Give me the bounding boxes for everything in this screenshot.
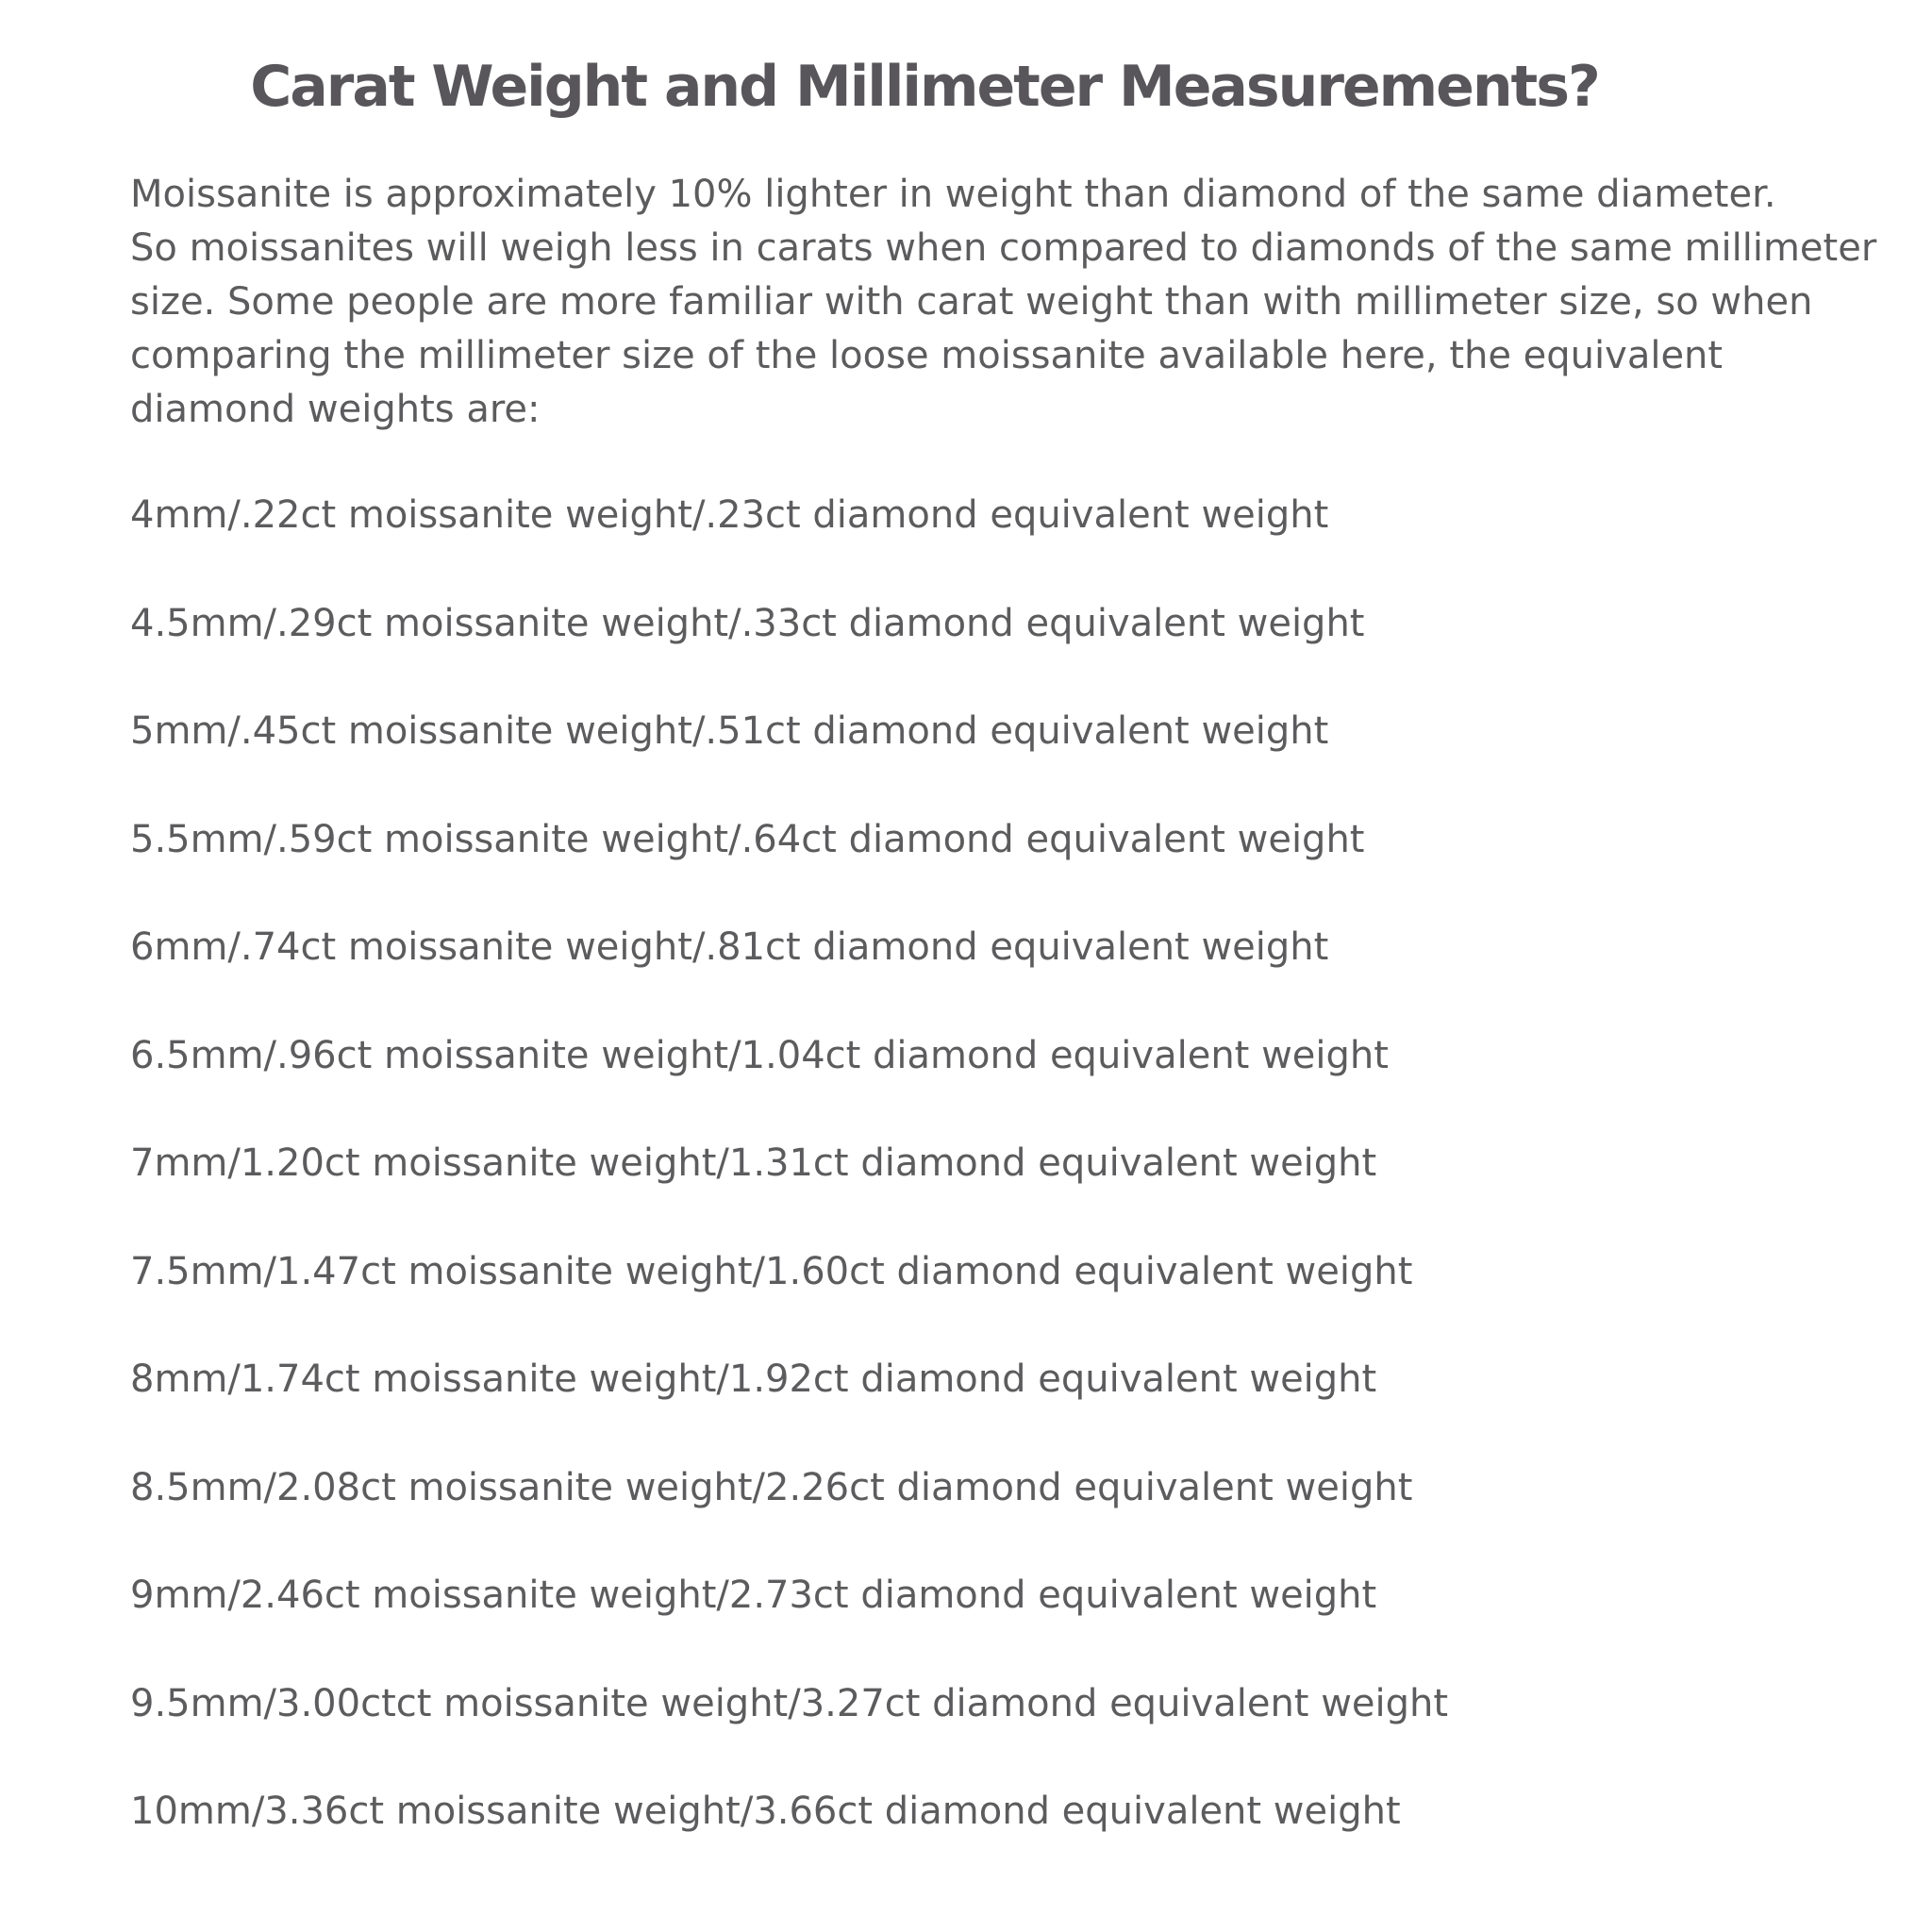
size-weight-item: 7mm/1.20ct moissanite weight/1.31ct diamond equivalent weight bbox=[130, 1141, 1377, 1185]
size-weight-item: 4.5mm/.29ct moissanite weight/.33ct diamond equivalent weight bbox=[130, 601, 1365, 645]
size-weight-item: 9mm/2.46ct moissanite weight/2.73ct diamond equivalent weight bbox=[130, 1574, 1377, 1617]
size-weight-item: 7.5mm/1.47ct moissanite weight/1.60ct diamond equivalent weight bbox=[130, 1249, 1413, 1293]
intro-line: size. Some people are more familiar with carat weight than with millimeter size, so when bbox=[130, 280, 1813, 324]
size-weight-item: 4mm/.22ct moissanite weight/.23ct diamond equivalent weight bbox=[130, 493, 1329, 537]
size-weight-item: 6mm/.74ct moissanite weight/.81ct diamond equivalent weight bbox=[130, 925, 1329, 969]
page-title: Carat Weight and Millimeter Measurements? bbox=[250, 54, 1599, 120]
intro-line: comparing the millimeter size of the loose moissanite available here, the equivalent bbox=[130, 334, 1724, 377]
size-weight-item: 6.5mm/.96ct moissanite weight/1.04ct diamond equivalent weight bbox=[130, 1033, 1389, 1077]
intro-line: diamond weights are: bbox=[130, 388, 541, 431]
size-weight-item: 8.5mm/2.08ct moissanite weight/2.26ct diamond equivalent weight bbox=[130, 1465, 1413, 1509]
size-weight-item: 9.5mm/3.00ctct moissanite weight/3.27ct diamond equivalent weight bbox=[130, 1681, 1449, 1725]
size-weight-item: 5.5mm/.59ct moissanite weight/.64ct diamond equivalent weight bbox=[130, 817, 1365, 861]
intro-paragraph bbox=[130, 168, 1877, 437]
size-weight-item: 8mm/1.74ct moissanite weight/1.92ct diamond equivalent weight bbox=[130, 1357, 1377, 1401]
size-weight-item: 5mm/.45ct moissanite weight/.51ct diamond equivalent weight bbox=[130, 709, 1329, 753]
size-weight-item: 10mm/3.36ct moissanite weight/3.66ct diamond equivalent weight bbox=[130, 1790, 1401, 1833]
size-weight-list bbox=[130, 489, 1828, 1893]
intro-line: So moissanites will weigh less in carats when compared to diamonds of the same millimeter bbox=[130, 226, 1877, 270]
intro-line: Moissanite is approximately 10% lighter in weight than diamond of the same diameter. bbox=[130, 173, 1776, 216]
